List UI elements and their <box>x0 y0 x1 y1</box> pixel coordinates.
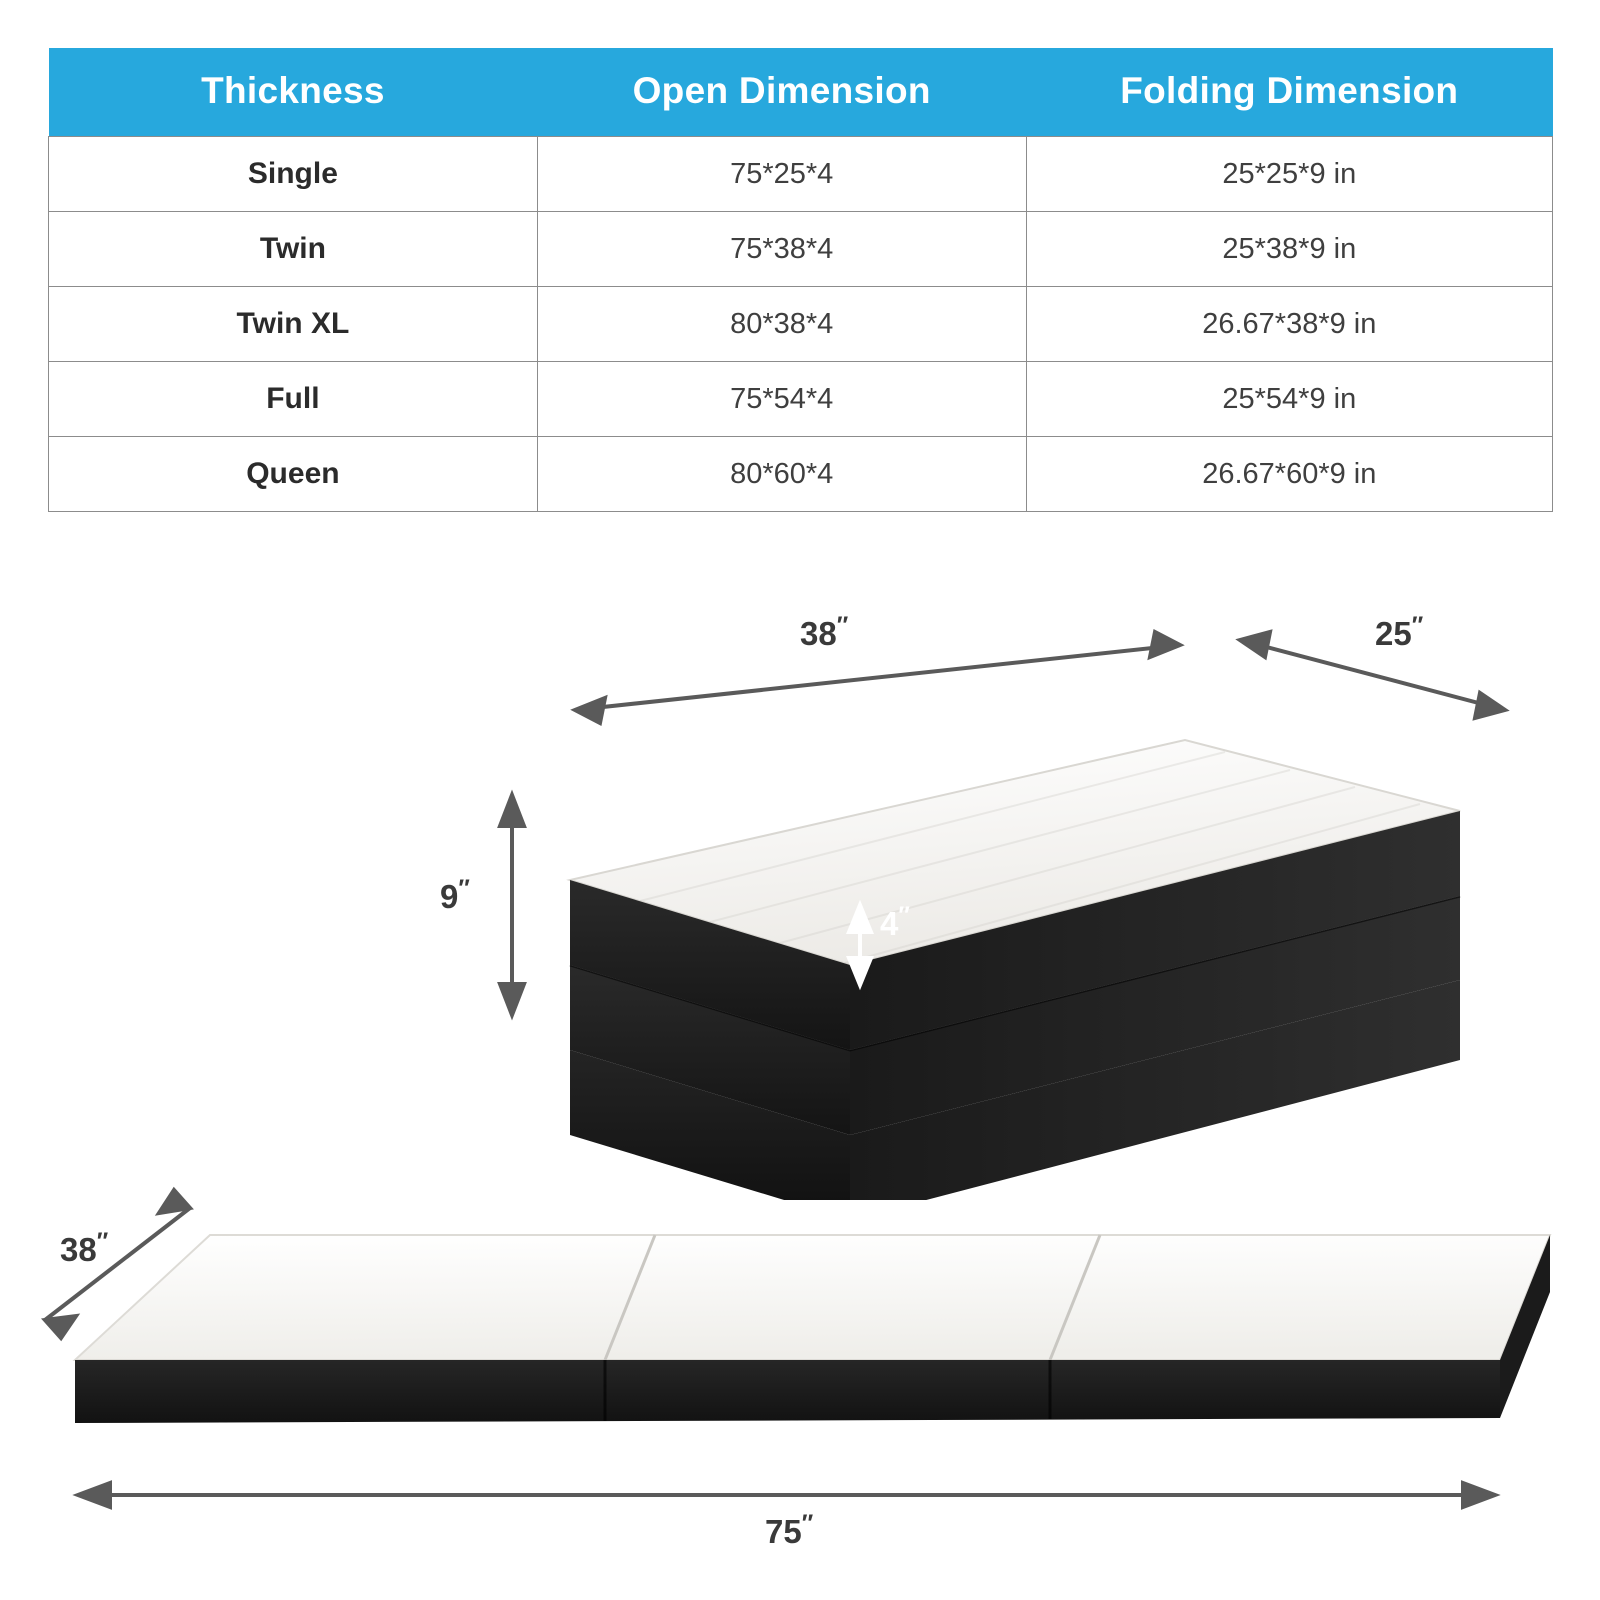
table-row <box>49 212 1553 287</box>
table-row <box>49 137 1553 212</box>
cell-folding-dimension: 25*38*9 in <box>1026 212 1552 287</box>
table-header-row <box>49 48 1553 137</box>
folded-mattress-figure <box>0 580 1600 1200</box>
cell-size-name: Single <box>49 137 538 212</box>
cell-open-dimension: 75*38*4 <box>537 212 1026 287</box>
cell-folding-dimension: 26.67*38*9 in <box>1026 287 1552 362</box>
label-height-9: 9″ <box>440 875 470 915</box>
open-front-face <box>75 1360 1500 1423</box>
open-top-surface <box>75 1235 1550 1360</box>
cell-folding-dimension: 25*54*9 in <box>1026 362 1552 437</box>
cell-open-dimension: 80*60*4 <box>537 437 1026 512</box>
table-row <box>49 362 1553 437</box>
cell-open-dimension: 75*54*4 <box>537 362 1026 437</box>
dimension-table <box>48 48 1553 512</box>
table-row <box>49 437 1553 512</box>
cell-size-name: Twin XL <box>49 287 538 362</box>
label-width-38: 38″ <box>800 612 849 652</box>
label-open-depth-38: 38″ <box>60 1228 109 1268</box>
column-header-open-dimension: Open Dimension <box>537 48 1026 137</box>
cell-size-name: Full <box>49 362 538 437</box>
cell-open-dimension: 80*38*4 <box>537 287 1026 362</box>
cell-folding-dimension: 26.67*60*9 in <box>1026 437 1552 512</box>
label-depth-25: 25″ <box>1375 612 1424 652</box>
column-header-folding-dimension: Folding Dimension <box>1026 48 1552 137</box>
open-mattress-figure <box>0 1180 1600 1600</box>
cell-folding-dimension: 25*25*9 in <box>1026 137 1552 212</box>
label-open-length-75: 75″ <box>765 1510 814 1550</box>
table-row <box>49 287 1553 362</box>
folded-mattress-illustration <box>0 580 1600 1200</box>
label-layer-4: 4″ <box>880 902 910 942</box>
cell-size-name: Twin <box>49 212 538 287</box>
cell-size-name: Queen <box>49 437 538 512</box>
cell-open-dimension: 75*25*4 <box>537 137 1026 212</box>
column-header-thickness: Thickness <box>49 48 538 137</box>
